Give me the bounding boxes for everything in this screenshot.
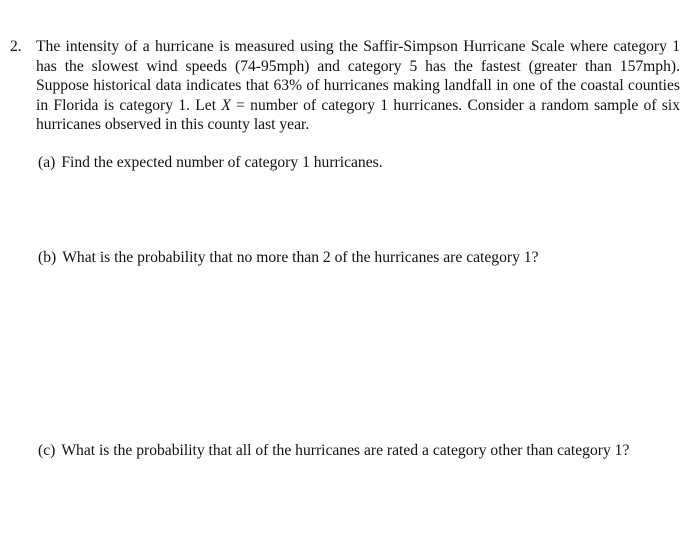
problem-statement — [36, 37, 680, 135]
part-b-letter: (b) — [38, 249, 57, 266]
problem-text-before-variable: The intensity of a hurricane is measured using the Saffir-Simpson Hurricane Scale where category 1 has the slowest wind speeds (74-95mph) and category 5 has the fastest (greater than 157mph). Suppose historical data indicates that 63% of hurricanes making landfall in one of the coastal counties in Florida is category 1. Let — [36, 38, 680, 114]
part-c — [38, 441, 629, 461]
problem-2 — [10, 37, 680, 135]
part-b-question: What is the probability that no more than 2 of the hurricanes are category 1? — [62, 249, 539, 266]
part-c-question: What is the probability that all of the hurricanes are rated a category other than category 1? — [61, 442, 630, 459]
part-a-letter: (a) — [38, 154, 56, 171]
part-a — [38, 153, 383, 173]
random-variable: X — [221, 96, 231, 114]
problem-number: 2. — [10, 38, 22, 55]
part-b — [38, 248, 539, 268]
part-c-letter: (c) — [38, 442, 56, 459]
problem-text-after-variable: = number of category 1 hurricanes. Consider a random sample of six hurricanes observed in this county last year. — [36, 96, 680, 134]
part-a-question: Find the expected number of category 1 hurricanes. — [61, 154, 383, 171]
